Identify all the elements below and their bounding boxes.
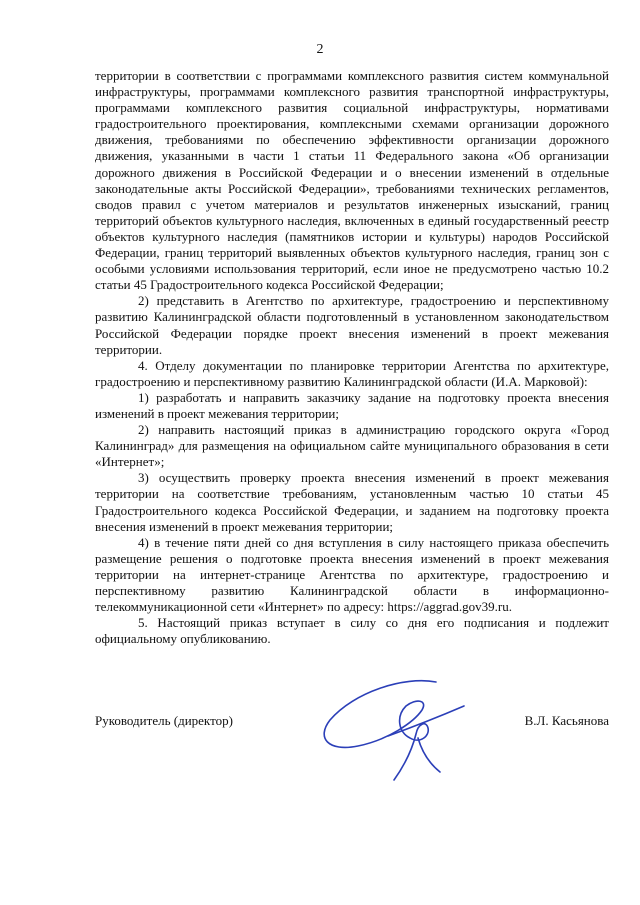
signature-strokes [324, 681, 464, 780]
paragraph-section-4-item-2: 2) направить настоящий приказ в администрацию городского округа «Город Калининград» для размещения на официальном сайте муниципального образования в сети «Интернет»; [95, 422, 609, 470]
document-body [95, 68, 609, 647]
handwritten-signature [318, 676, 468, 786]
paragraph-section-4-item-4: 4) в течение пяти дней со дня вступления в силу настоящего приказа обеспечить размещение решения о подготовке проекта внесения изменений в проект межевания территории на интернет-странице Агентства по архитектуре, градостроению и перспективному развитию Калининградской области в информационно-телекоммуникационной сети «Интернет» по адресу: https://aggrad.gov39.ru. [95, 534, 609, 615]
paragraph-section-4-item-3: 3) осуществить проверку проекта внесения изменений в проект межевания территории на соответствие требованиям, установленным частью 10 статьи 45 Градостроительного кодекса Российской Федерации, и заданием на подготовку проекта внесения изменений в проект межевания территории; [95, 470, 609, 534]
signatory-title: Руководитель (директор) [95, 713, 233, 728]
signatory-name: В.Л. Касьянова [524, 713, 609, 728]
paragraph-section-5: 5. Настоящий приказ вступает в силу со дня его подписания и подлежит официальному опубликованию. [95, 615, 609, 647]
paragraph-section-4: 4. Отделу документации по планировке территории Агентства по архитектуре, градостроению и перспективному развитию Калининградской области (И.А. Марковой): [95, 357, 609, 389]
page-number: 2 [316, 42, 324, 57]
paragraph-continuation: территории в соответствии с программами комплексного развития систем коммунальной инфраструктуры, программами комплексного развития транспортной инфраструктуры, программами комплексного развития социальной инфраструктуры, нормативами градостроительного проектирования, комплексными схемами организации дорожного движения, требованиями по обеспечению эффективности организации дорожного движения, указанными в части 1 статьи 11 Федерального закона «Об организации дорожного движения в Российской Федерации и о внесении изменений в отдельные законодательные акты Российской Федерации», требованиями технических регламентов, сводов правил с учетом материалов и результатов инженерных изысканий, границ территорий объектов культурного наследия, включенных в единый государственный реестр объектов культурного наследия (памятников истории и культуры) народов Российской Федерации, границ территорий выявленных объектов культурного наследия, границ зон с особыми условиями использования территорий, если иное не предусмотрено частью 10.2 статьи 45 Градостроительного кодекса Российской Федерации; [95, 68, 609, 293]
paragraph-item-2: 2) представить в Агентство по архитектуре, градостроению и перспективному развитию Калининградской области подготовленный в установленном законодательством Российской Федерации порядке проект внесения изменений в проект межевания территории. [95, 293, 609, 357]
paragraph-section-4-item-1: 1) разработать и направить заказчику задание на подготовку проекта внесения изменений в проект межевания территории; [95, 389, 609, 421]
